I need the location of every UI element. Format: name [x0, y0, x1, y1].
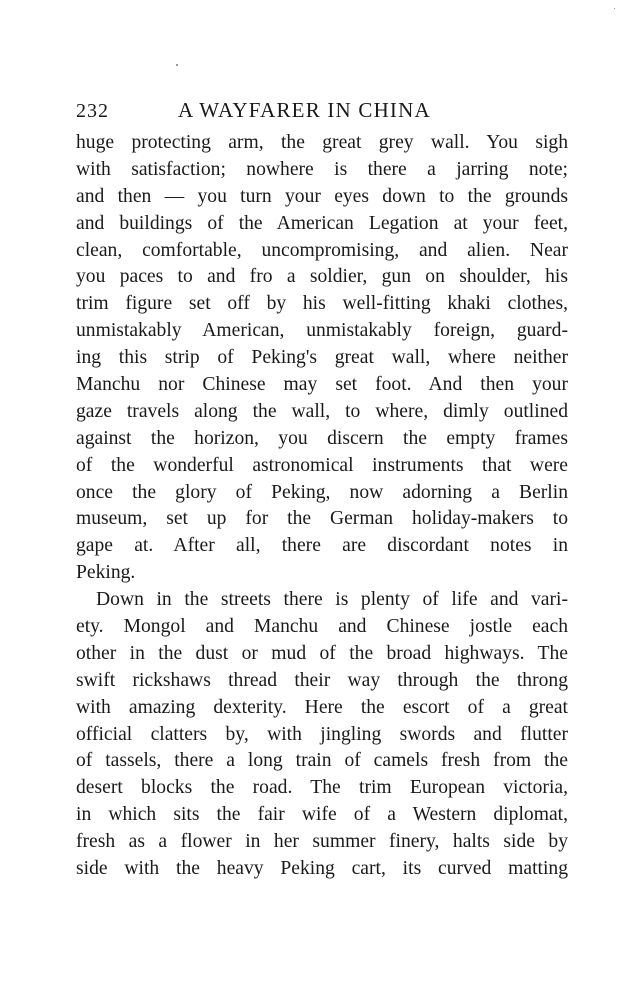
text-line: official clatters by, with jingling swords and flutter — [76, 723, 568, 745]
text-line: in which sits the fair wife of a Western diplomat, — [76, 804, 568, 826]
text-line: with satisfaction; nowhere is there a jarring note; — [76, 158, 568, 180]
text-line: clean, comfortable, uncompromising, and alien. Near — [76, 239, 568, 261]
text-line: trim figure set off by his well-fitting khaki clothes, — [76, 293, 568, 315]
page-speck — [176, 64, 178, 66]
text-line: unmistakably American, unmistakably foreign, guard- — [76, 320, 568, 342]
text-line: Manchu nor Chinese may set foot. And then your — [76, 374, 568, 396]
text-line: swift rickshaws thread their way through the throng — [76, 669, 568, 691]
text-line: you paces to and fro a soldier, gun on shoulder, his — [76, 266, 568, 288]
text-line: ety. Mongol and Manchu and Chinese jostle each — [76, 616, 568, 638]
text-line: ing this strip of Peking's great wall, where neither — [76, 347, 568, 369]
text-line: with amazing dexterity. Here the escort of a great — [76, 696, 568, 718]
running-title: A WAYFARER IN CHINA — [178, 98, 431, 122]
text-line: desert blocks the road. The trim European victoria, — [76, 777, 568, 799]
text-line: against the horizon, you discern the empty frames — [76, 427, 568, 449]
page-header — [76, 96, 568, 130]
page-speck — [614, 8, 615, 9]
text-line: gaze travels along the wall, to where, dimly outlined — [76, 400, 568, 422]
text-line: of tassels, there a long train of camels fresh from the — [76, 750, 568, 772]
text-line: of the wonderful astronomical instruments that were — [76, 454, 568, 476]
body-text — [76, 130, 568, 883]
text-line: gape at. After all, there are discordant notes in — [76, 535, 568, 557]
text-line: and then — you turn your eyes down to the grounds — [76, 185, 568, 207]
text-line: other in the dust or mud of the broad highways. The — [76, 642, 568, 664]
paragraph-start-line: Down in the streets there is plenty of life and vari- — [96, 589, 568, 611]
text-line: side with the heavy Peking cart, its curved matting — [76, 858, 568, 880]
text-line: museum, set up for the German holiday-makers to — [76, 508, 568, 530]
text-line: once the glory of Peking, now adorning a Berlin — [76, 481, 568, 503]
text-line: huge protecting arm, the great grey wall. You sigh — [76, 132, 568, 153]
text-line: and buildings of the American Legation at your feet, — [76, 212, 568, 234]
paragraph-end-line: Peking. — [76, 562, 136, 584]
text-line: fresh as a flower in her summer finery, halts side by — [76, 831, 568, 853]
book-page — [76, 96, 568, 883]
page-number: 232 — [76, 100, 109, 122]
